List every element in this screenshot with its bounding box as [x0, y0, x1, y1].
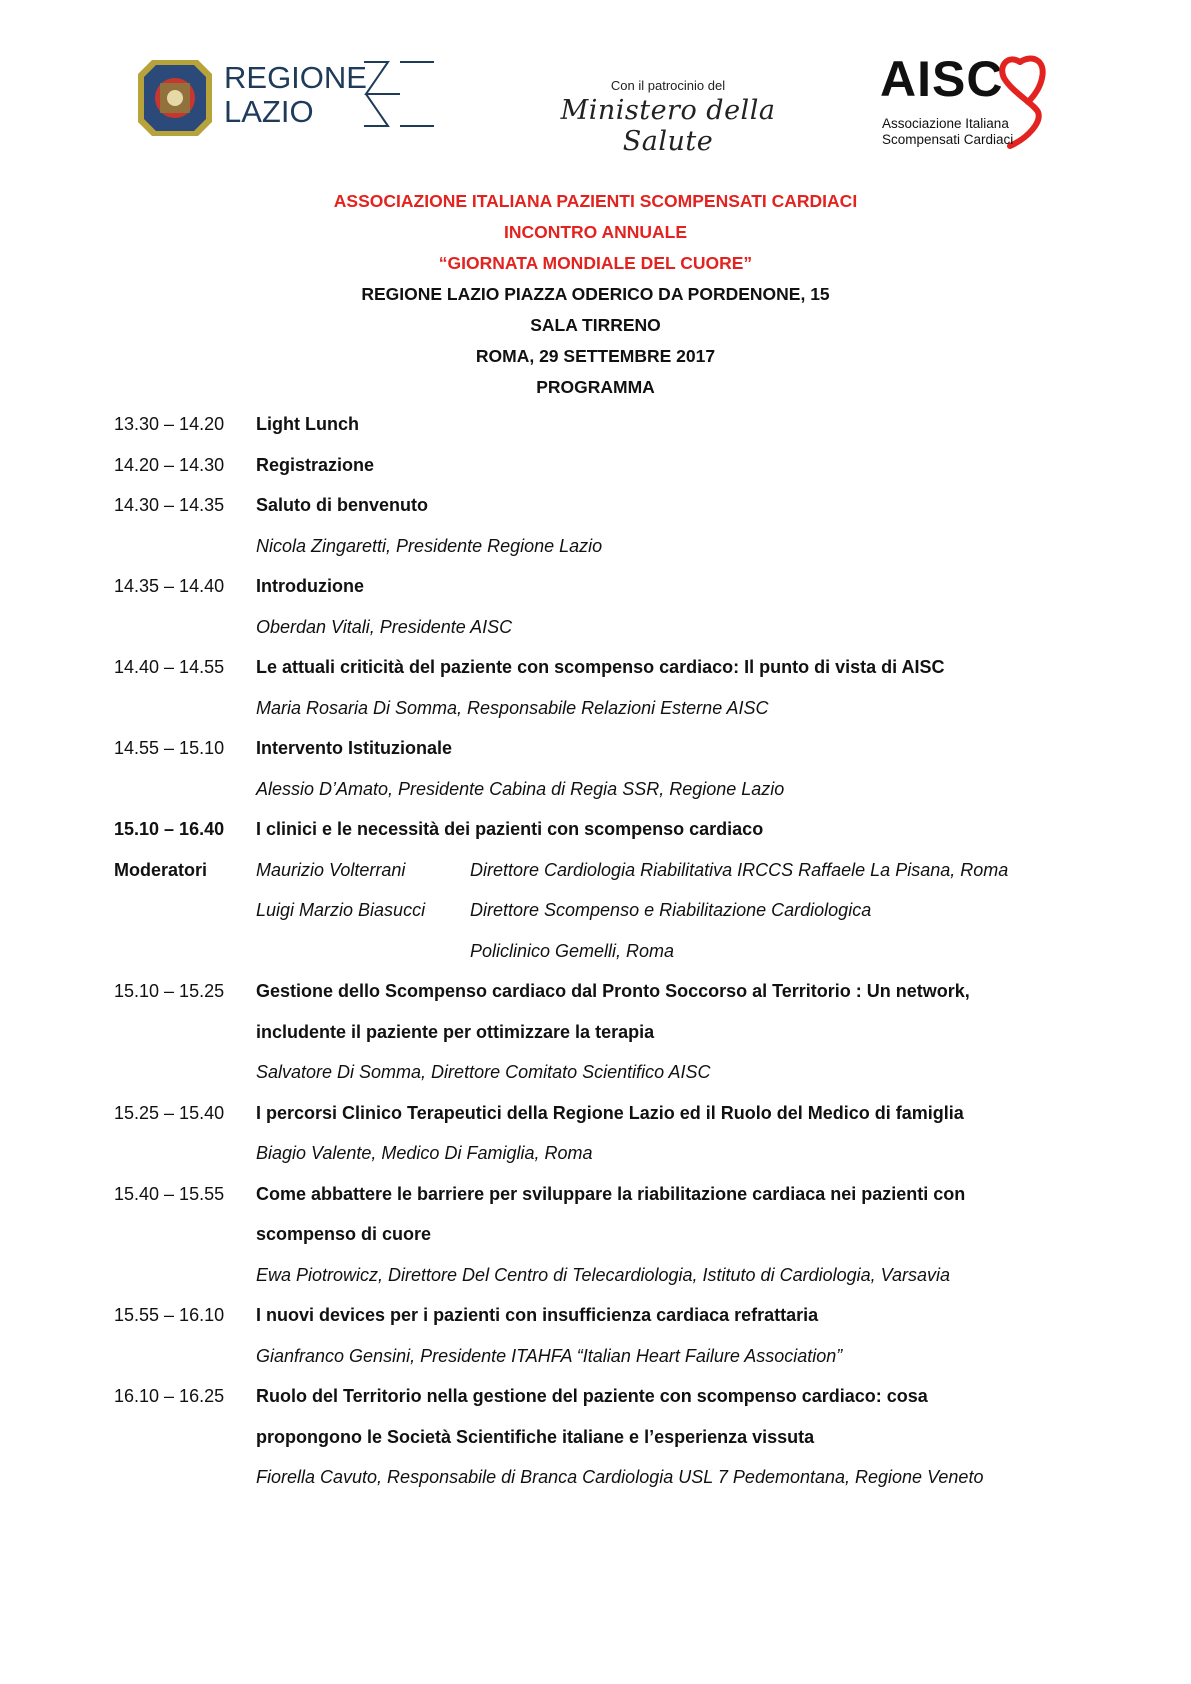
program-row: [114, 1133, 1094, 1174]
speaker-info: Salvatore Di Somma, Direttore Comitato Scientifico AISC: [256, 1062, 711, 1082]
program-row: [114, 526, 1094, 567]
program-row: [114, 1336, 1094, 1377]
speaker-info: Ewa Piotrowicz, Direttore Del Centro di Telecardiologia, Istituto di Cardiologia, Varsavia: [256, 1264, 950, 1285]
aisc-logo-text: AISC: [880, 51, 1004, 107]
header-room: SALA TIRRENO: [530, 315, 661, 335]
program-list: [114, 404, 1094, 1498]
ministero-salute-logo: [538, 78, 798, 157]
session-title: includente il paziente per ottimizzare la terapia: [256, 1021, 655, 1042]
speaker-info: Biagio Valente, Medico Di Famiglia, Roma: [256, 1143, 593, 1163]
program-row: [114, 688, 1094, 729]
moderator-name: Luigi Marzio Biasucci: [256, 900, 426, 920]
session-title: Gestione dello Scompenso cardiaco dal Pronto Soccorso al Territorio : Un network,: [256, 981, 970, 1001]
program-row: [114, 809, 1094, 850]
program-row: [114, 1457, 1094, 1498]
session-title: Registrazione: [256, 454, 375, 475]
session-time: 13.30 – 14.20: [114, 414, 225, 434]
session-time: 14.35 – 14.40: [114, 576, 225, 596]
document-header: [0, 186, 1191, 403]
moderator-name: Maurizio Volterrani: [256, 859, 406, 880]
svg-text:REGIONE: REGIONE: [224, 60, 367, 95]
program-row: [114, 1052, 1094, 1093]
session-title: Le attuali criticità del paziente con scompenso cardiaco: Il punto di vista di AISC: [256, 657, 945, 677]
session-time: 16.10 – 16.25: [114, 1386, 225, 1406]
speaker-info: Alessio D’Amato, Presidente Cabina di Regia SSR, Regione Lazio: [256, 778, 785, 799]
program-row: [114, 890, 1094, 931]
session-time: 15.55 – 16.10: [114, 1305, 225, 1325]
program-row: [114, 445, 1094, 486]
header-day: “GIORNATA MONDIALE DEL CUORE”: [438, 253, 753, 273]
aisc-logo-subtitle: [882, 116, 1013, 148]
session-title: Light Lunch: [256, 414, 359, 434]
program-row: [114, 1417, 1094, 1458]
session-title: propongono le Società Scientifiche italiane e l’esperienza vissuta: [256, 1426, 815, 1447]
speaker-info: Oberdan Vitali, Presidente AISC: [256, 616, 513, 637]
program-row: [114, 566, 1094, 607]
program-row: [114, 485, 1094, 526]
svg-text:LAZIO: LAZIO: [224, 94, 314, 129]
logo-row: [0, 0, 1191, 170]
moderators-label: Moderatori: [114, 859, 208, 880]
patrocinio-text: Con il patrocinio del: [610, 78, 726, 93]
program-row: [114, 728, 1094, 769]
ministero-text: Ministero della Salute: [560, 95, 776, 157]
session-time: 14.55 – 15.10: [114, 738, 225, 758]
speaker-info: Maria Rosaria Di Somma, Responsabile Relazioni Esterne AISC: [256, 697, 769, 718]
session-time: 15.40 – 15.55: [114, 1183, 225, 1204]
moderator-role: Direttore Cardiologia Riabilitativa IRCCS Raffaele La Pisana, Roma: [470, 859, 1009, 880]
program-row: [114, 971, 1094, 1012]
program-row: [114, 404, 1094, 445]
session-title: I percorsi Clinico Terapeutici della Regione Lazio ed il Ruolo del Medico di famiglia: [256, 1102, 964, 1123]
speaker-info: Nicola Zingaretti, Presidente Regione Lazio: [256, 535, 603, 556]
regione-lazio-emblem-icon: [138, 56, 438, 148]
speaker-info: Fiorella Cavuto, Responsabile di Branca Cardiologia USL 7 Pedemontana, Regione Veneto: [256, 1467, 984, 1487]
program-row: [114, 1214, 1094, 1255]
header-programma: PROGRAMMA: [536, 377, 655, 397]
program-row: [114, 931, 1094, 972]
regione-lazio-logo: [138, 56, 438, 148]
session-title: Intervento Istituzionale: [256, 738, 453, 758]
header-date: ROMA, 29 SETTEMBRE 2017: [475, 346, 716, 366]
session-title: Saluto di benvenuto: [256, 495, 429, 515]
session-time: 14.40 – 14.55: [114, 657, 225, 677]
program-row: [114, 1255, 1094, 1296]
program-row: [114, 1012, 1094, 1053]
program-row: [114, 850, 1094, 891]
session-time: 15.10 – 16.40: [114, 819, 225, 839]
program-row: [114, 1174, 1094, 1215]
session-title: I clinici e le necessità dei pazienti con scompenso cardiaco: [256, 819, 764, 839]
header-association: ASSOCIAZIONE ITALIANA PAZIENTI SCOMPENSATI CARDIACI: [333, 191, 858, 211]
moderator-role: Policlinico Gemelli, Roma: [470, 940, 675, 961]
session-title: Ruolo del Territorio nella gestione del paziente con scompenso cardiaco: cosa: [256, 1386, 928, 1406]
header-event: INCONTRO ANNUALE: [503, 222, 688, 242]
program-row: [114, 1093, 1094, 1134]
aisc-sub-line2: Scompensati Cardiaci: [882, 132, 1014, 147]
session-time: 14.20 – 14.30: [114, 454, 225, 475]
program-row: [114, 769, 1094, 810]
header-address: REGIONE LAZIO PIAZZA ODERICO DA PORDENONE, 15: [361, 284, 830, 304]
session-title: Come abbattere le barriere per sviluppare la riabilitazione cardiaca nei pazienti con: [256, 1183, 966, 1204]
session-title: Introduzione: [256, 576, 364, 596]
session-title: scompenso di cuore: [256, 1224, 432, 1244]
aisc-sub-line1: Associazione Italiana: [882, 116, 1009, 131]
aisc-logo: [880, 50, 1080, 160]
moderator-role: Direttore Scompenso e Riabilitazione Cardiologica: [470, 900, 872, 920]
session-time: 15.25 – 15.40: [114, 1102, 225, 1123]
speaker-info: Gianfranco Gensini, Presidente ITAHFA “Italian Heart Failure Association”: [256, 1345, 843, 1366]
session-time: 15.10 – 15.25: [114, 981, 225, 1001]
session-time: 14.30 – 14.35: [114, 495, 225, 515]
session-title: I nuovi devices per i pazienti con insufficienza cardiaca refrattaria: [256, 1305, 819, 1325]
program-row: [114, 647, 1094, 688]
program-row: [114, 1295, 1094, 1336]
program-row: [114, 1376, 1094, 1417]
program-row: [114, 607, 1094, 648]
